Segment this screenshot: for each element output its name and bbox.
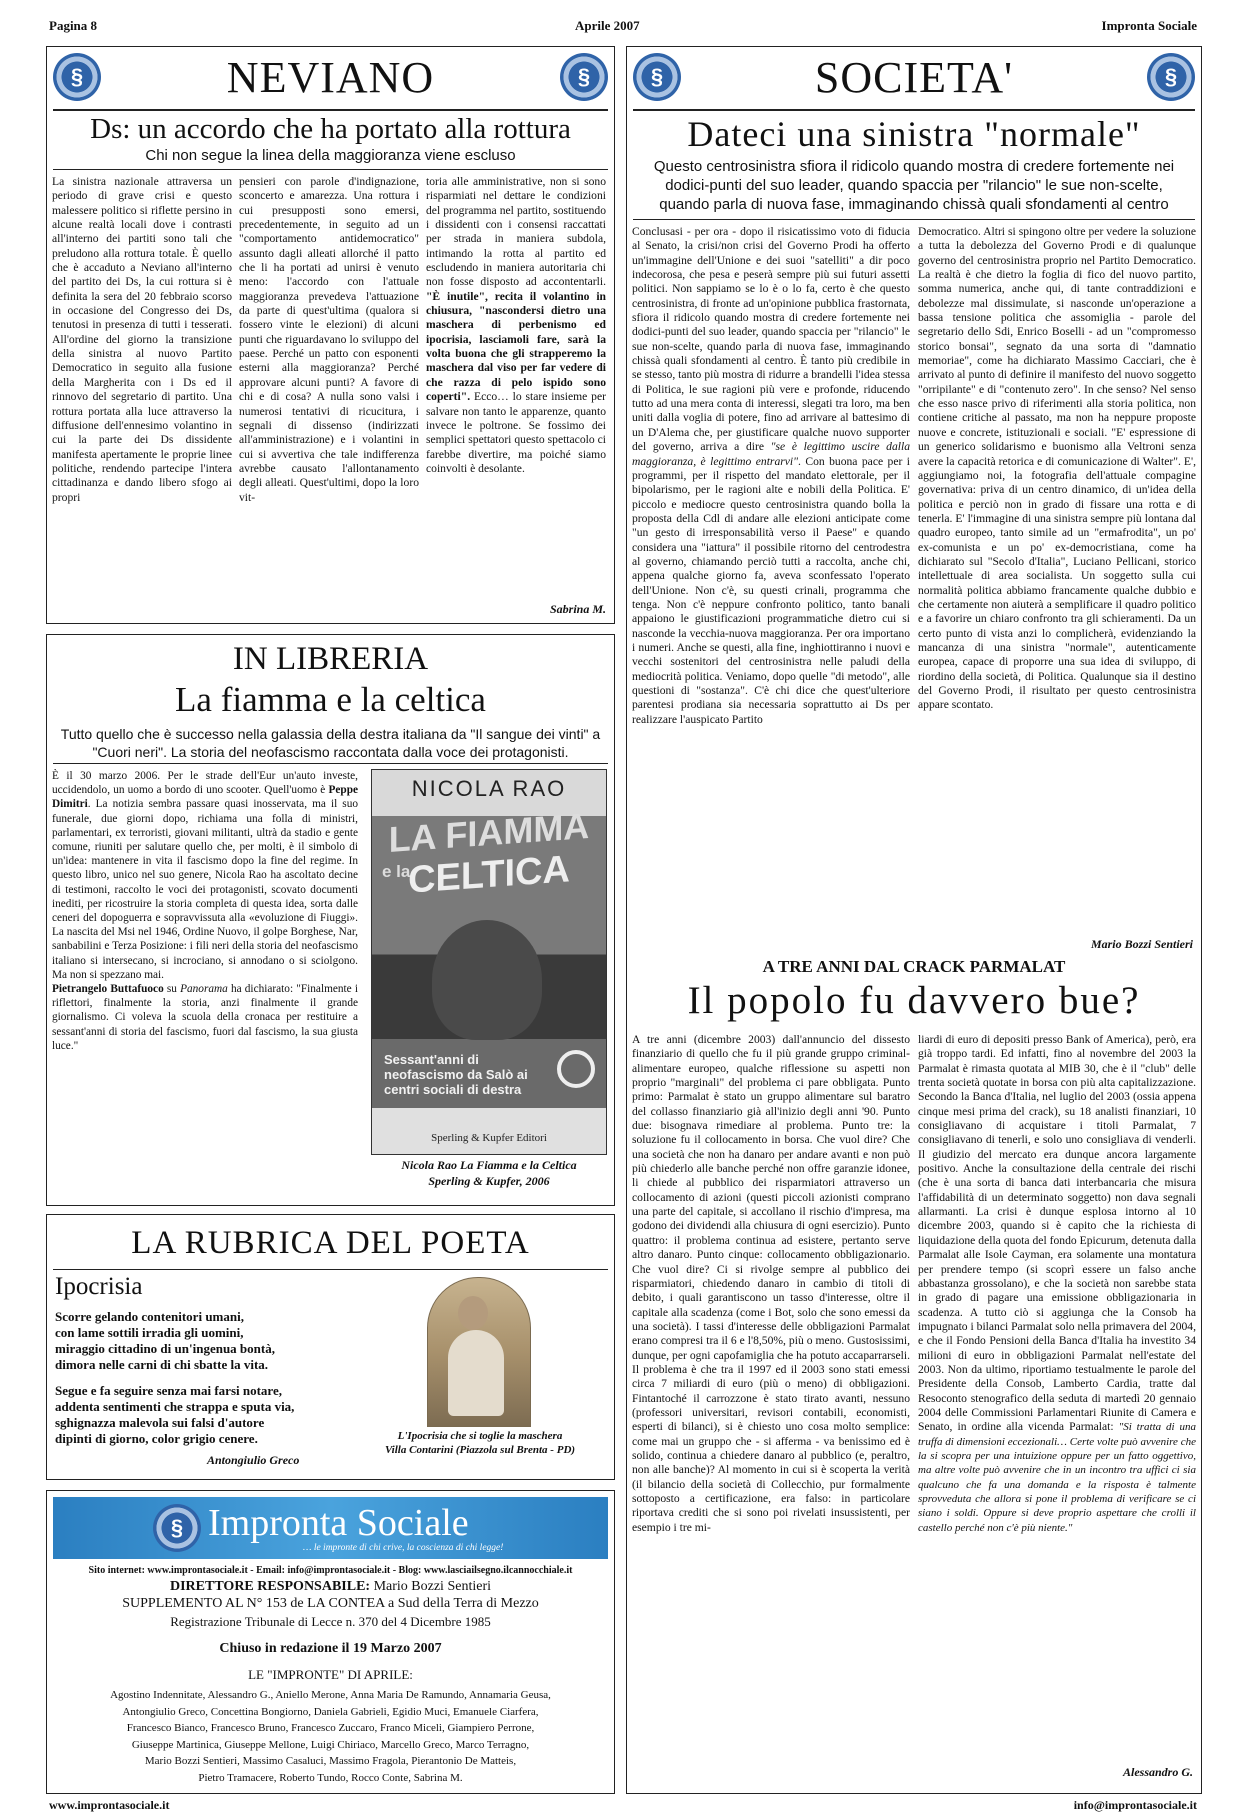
book-tagline: Sessant'anni di neofascismo da Salò ai centri sociali di destra — [384, 1052, 528, 1097]
page-number: Pagina 8 — [49, 18, 98, 33]
article-headline: La fiamma e la celtica — [175, 680, 486, 719]
portrait-illustration — [432, 920, 542, 1040]
article-subtitle: Tutto quello che è successo nella galassia della destra italiana da "Il sangue dei vinti" a "Cuori neri". La storia del neofascismo raccontata dalla voce dei protagonisti. — [60, 726, 601, 760]
masthead-banner — [53, 1497, 608, 1559]
article-column: toria alle amministrative, non si sono risparmiati nel dettare le condizioni del programma nel partito, sostituendo i dissidenti con i consensi raccattati per strada in maniera subdola, intimando la rotta al partito ed escludendo in maniera autoritaria chi non fosse disposto ad accontentarli. "È inutile", recita il volantino in chiusura, "nascondersi dietro una maschera di perbenismo ed ipocrisia, lasciamoli fare, sarà la volta buona che gli strapperemo la maschera dal viso per far vedere di che razza di pelo ispido sono coperti". Ecco… lo stare insieme per salvare non tanto le apparenze, quanto invece le poltrone. Se fossimo dei semplici spettatori questo spettacolo ci farebbe divertire, ma poiché siamo coinvolti è desolante. — [426, 175, 606, 475]
poeta-section — [46, 1214, 615, 1480]
supplement-line: SUPPLEMENTO AL N° 153 de LA CONTEA a Sud della Terra di Mezzo — [122, 1596, 539, 1611]
poem-title: Ipocrisia — [55, 1273, 143, 1300]
article-signature: Sabrina M. — [549, 602, 606, 616]
article-column: Conclusasi - per ora - dopo il risicatissimo voto di fiducia al Senato, la crisi/non crisi del Governo Prodi ha offerto un'immagine dell'Unione e dei suoi "satelliti" a dir poco indecorosa, che pesa e peserà sempre più sui futuri assetti politici. Non sappiamo se lo è o lo fa, certo è che questo centrosinistra, di fronte ad un'opinione pubblica frastornata, sfiora il ridicolo quando mostra di credere fortemente nei dodici-punti del suo leader, quando spaccia per "rilancio" le sue non-scelte, quando parla di nuova fase, immaginando chissà quali sfondamenti al centro. È tanto più credibile in se stesso, tanto più mostra di ridurre a brandelli l'idea stessa di Politica, le sue ragioni più vere e profonde, riducendo tutto ad una mera conta di interessi, slegati tra loro, ma ben uniti dalla voglia di potere, fino ad arrivare al battesimo di un D'Alema che, per giustificare qualche nuovo supporter del governo, arriva a dire "se è legittimo uscire dalla maggioranza, è legittimo entrarvi". Con buona pace per i programmi, per il rispetto del mandato elettorale, per il bipolarismo, per le ragioni alte e nobili della Politica. E' piccolo e mediocre questo centrosinistra quando bolla la proposta della Cdl di andare alle elezioni anticipate come "un gesto di irresponsabilità verso il Paese" e quando considera una "iattura" il possibile ritorno del centrodestra al governo, chiamando perciò tutti a raccolta, anche chi, appena qualche giorno fa, aveva sconfessato l'operato dell'Unione. Non c'è, su questi crinali, programma che tenga. Non c'è neppure confronto politico, tanto banali appaiono le giustificazioni programmatiche dietro cui si nasconde la vecchia-nuova maggioranza. Per ora importano i numeri. Anche se questi, alla fine, inghiottiranno i nuovi e vecchi sostenitori del centrosinistra nelle paludi della mediocrità politica. Veniamo, dopo quelle "di metodo", alle questioni di "sostanza". C'è chi dice che quest'ulteriore parentesi prodiana sia necessaria soprattutto ai Ds per realizzare l'auspicato Partito — [632, 225, 910, 726]
footer-website[interactable]: www.improntasociale.it — [49, 1798, 170, 1812]
book-review-text: È il 30 marzo 2006. Per le strade dell'Eur un'auto investe, uccidendolo, un uomo a bordo di uno scooter. Quell'uomo è Peppe Dimitri. La notizia sembra passare quasi inosservata, ma il suo funerale, due giorni dopo, richiama una folla di ministri, parlamentari, ex terroristi, giovani militanti, ultrà da stadio e gente comune, riuniti per salutare quello che, per molti, è il simbolo di un'idea: mantenere in vita il fascismo dopo la fine del regime. In questo libro, unico nel suo genere, Nicola Rao ha ascoltato decine di testimoni, raccolto le voci dei protagonisti, scovato documenti inediti, per ricostruire la storia completa di questa idea, sorta dalle ceneri del dopoguerra e sopravvissuta alla «evoluzione di Fiuggi». La nascita del Msi nel 1946, Ordine Nuovo, il golpe Borghese, Nar, sanbabilini e Terza Posizione: i fili neri della storia del neofascismo italiano si intersecano, si incrociano, si annodano o si sciolgono. Ma non si spezzano mai. Pietrangelo Buttafuoco su Panorama ha dichiarato: "Finalmente i riflettori, finalmente la storia, anzi finalmente il grande giornalismo. Ci voleva la scuola della cronaca per restituire a sessant'anni di storia del fascismo, fuori dal fascismo, la sua giusta luce." — [52, 770, 358, 1052]
director-line: DIRETTORE RESPONSABILE: Mario Bozzi Sentieri — [170, 1579, 491, 1594]
societa-section — [626, 46, 1202, 1794]
logo-icon: § — [1147, 53, 1195, 101]
article-headline: Il popolo fu davvero bue? — [687, 979, 1141, 1022]
poem-stanza: Scorre gelando contenitori umani, con lame sottili irradia gli uomini, miraggio cittadino di un'ingenua bontà, dimora nelle carni di chi sbatte la vita. — [55, 1309, 275, 1372]
book-publisher: Sperling & Kupfer Editori — [431, 1132, 547, 1144]
article-column: Democratico. Altri si spingono oltre per vedere la soluzione a tutta la debolezza del Governo Prodi e di qualunque governo del centrosinistra proprio nel Partito Democratico. La realtà è che dietro la foglia di fico del nuovo partito, somma numerica, anche qui, di tante contraddizioni e debolezze mal dissimulate, si nasconde un'operazione a bassa tensione politica che assomiglia - parole del segretario dello Sdi, Enrico Boselli - ad un "compromesso storico bonsai", segnato da una sorta di "damnatio memoriae", come ha dichiarato Massimo Cacciari, che è arrivato al punto di definire il manifesto del nuovo soggetto "orripilante" e di "contenuto zero". In che senso? Nel senso che esso nasce privo di riferimenti alla storia politica, non contiene critiche al passato, ma non ha neppure proposte nuove e concrete, istituzionali e sociali. "E' espressione di un generico solidarismo e buonismo alla Veltroni senza avere la capacità retorica e di comunicazione di Walter". E', aggiungiamo noi, la fotografia dell'attuale compagine governativa: priva di un centro dinamico, di un'idea della politica e perciò non in grado di fissare una rotta e di tenerla. E' l'immagine di una sinistra sempre più lontana dal quadro europeo, tanto simile ad un "ermafrodita", un po' ex-comunista e un po' ex-democristiana, come ha dichiarato sul "Secolo d'Italia", Luciano Pellicani, storico intellettuale di area socialista. Un soggetto sulla cui normalità politica abbiamo francamente qualche dubbio e che certamente non aiuterà a semplificare il quadro politico e a favorire un chiaro confronto tra gli schieramenti. Da un certo punto di vista anzi lo complicherà, evidenziando la mancanza di una sinistra "normale", autenticamente europea, capace di proporre una sua idea di sviluppo, di riordino della società, di Politica. Qualunque sia il destino del Governo Prodi, il risultato per questo centrosinistra appare scontato. — [918, 225, 1196, 712]
article-subtitle: Chi non segue la linea della maggioranza viene escluso — [145, 147, 516, 164]
article-headline: Dateci una sinistra "normale" — [687, 114, 1141, 154]
section-title: SOCIETA' — [814, 53, 1014, 102]
masthead-title: Impronta Sociale — [208, 1502, 469, 1544]
section-title: NEVIANO — [226, 53, 435, 102]
article-signature: Alessandro G. — [1122, 1765, 1193, 1779]
section-title: LA RUBRICA DEL POETA — [131, 1225, 530, 1261]
poem-author: Antongiulio Greco — [207, 1453, 300, 1467]
contributors-title: LE "IMPRONTE" DI APRILE: — [248, 1667, 413, 1682]
closing-date: Chiuso in redazione il 19 Marzo 2007 — [219, 1641, 442, 1656]
image-caption: Nicola Rao La Fiamma e la Celtica Sperling & Kupfer, 2006 — [401, 1158, 577, 1188]
image-caption: L'Ipocrisia che si toglie la maschera Villa Contarini (Piazzola sul Brenta - PD) — [384, 1430, 576, 1456]
article-headline: Ds: un accordo che ha portato alla rottura — [90, 113, 571, 145]
footer-email[interactable]: info@improntasociale.it — [1073, 1798, 1197, 1812]
book-cover-image — [371, 769, 607, 1155]
article-kicker: A TRE ANNI DAL CRACK PARMALAT — [762, 957, 1066, 976]
article-column: pensieri con parole d'indignazione, sconcerto e amarezza. Una rottura i cui presupposti sono emersi, precedentemente, in seguito ad un "comportamento antidemocratico" assunto dagli alleati allorché il patto che li ha portati ad unirsi è venuto meno: l'accordo con l'attuale maggioranza prevedeva l'attuazione da parte di quest'ultima (qualora si fossero vinte le elezioni) di alcuni punti che riguardavano lo sviluppo del paese. Perché un patto con esponenti esterni alla maggioranza? Perché approvare alcuni punti? A favore di chi e di cosa? A nulla sono valsi i numerosi tentativi di ricucitura, i segnali di dissenso (indirizzati all'amministrazione) e i volantini in cui si avvertiva che tale indifferenza avrebbe causato l'allontanamento degli alleati. Quest'ultimi, dopo la loro vit- — [239, 175, 419, 504]
publication-name: Impronta Sociale — [1101, 18, 1197, 33]
article-column: A tre anni (dicembre 2003) dall'annuncio del dissesto finanziario di quello che fu il più grande gruppo criminal-alimentare europeo, qualche riflessione su aspetti non proprio "marginali" del problema ci pare obbligata. Punto primo: Parmalat è stato un gruppo alimentare sul baratro del collasso finanziario già all'inizio degli anni '90. Punto due: bisognava rimediare al problema. Punto tre: la soluzione fu il collocamento in borsa. Che vuol dire? Che una società che non ha danaro per andare avanti e non può più chiederlo alle banche perché non offre garanzie idonee, li chiede al pubblico dei risparmiatori attraverso un collocamento di azioni (questi piccoli azionisti comprano una parte del capitale, si accollano il rischio d'impresa, ma godono dei dividendi alla chiusura di ogni esercizio). Punto quattro: il problema continua ad esistere, pertanto serve altro danaro. Punto cinque: collocamento obbligazionario. Che vuol dire? Ci si rivolge sempre al pubblico dei risparmiatori, chiedendo danaro in cambio di titoli di debito, i quali garantiscono un tasso d'interesse, oltre il capitale alla scadenza (come i Bot, solo che sono emessi da una società). I tassi d'interesse delle obbligazioni Parmalat erano compresi tra il 6 e l'8,50%, più o meno. Gustosissimi, dunque, per ogni capofamiglia che ha potuto accaparrarseli. Il problema è che tra il 1997 ed il 2003 sono stati emessi circa 7 miliardi di euro (più o meno) di obbligazioni. Fintantoché il carrozzone è stato tirato avanti, nessuno (professori universitari, revisori contabili, economisti, esperti di bilanci), si è chiesto uno cosa molto semplice: come mai un gruppo che - si afferma - va benissimo ed è solido, continua a chiedere danaro al pubblico (e, peraltro, non alle banche)? Al momento in cui si è scoperta la verità (il bilancio della società di Collecchio, pur formalmente sottoposto a certificazione, era falso: in particolare riportava crediti che si sono poi rivelati insussistenti, per esempio i tre mi- — [632, 1033, 910, 1534]
contact-line: Sito internet: www.improntasociale.it - Email: info@improntasociale.it - Blog: www.lasciailsegno.ilcannocchiale.it — [88, 1565, 573, 1576]
logo-icon: § — [53, 53, 101, 101]
book-title-2: CELTICA — [408, 848, 570, 902]
libreria-section — [46, 634, 615, 1206]
book-title-e: e la — [382, 862, 411, 881]
neviano-section — [46, 46, 615, 624]
logo-icon: § — [560, 53, 608, 101]
fresco-image — [427, 1277, 531, 1427]
masthead-box — [46, 1490, 615, 1794]
article-signature: Mario Bozzi Sentieri — [1090, 937, 1193, 951]
book-title-1: LA FIAMMA — [388, 804, 590, 861]
logo-icon: § — [153, 1504, 201, 1552]
article-column: La sinistra nazionale attraversa un periodo di grave crisi e questo malessere politico si riflette persino in alcune realtà locali dove i contrasti all'interno dei partiti sono tali che preludono alla rottura totale. È quello che è accaduto a Neviano all'interno del partito dei Ds, la cui rottura si è definita la sera del 20 febbraio scorso in occasione del Congresso dei Ds, tenutosi in presenza di tutti i tesserati. All'ordine del giorno la transizione della sinistra al nuovo Partito Democratico in seguito alla fusione della Margherita con i Ds ed il rinnovo del segretario di partito. Una rottura portata alla luce attraverso la diffusione dell'ennesimo volantino in cui la parte dei Ds dissidente manifesta apertamente le proprie linee politiche, rendendo partecipe l'intera cittadinanza e dando libero sfogo ai propri — [52, 175, 232, 504]
book-author: NICOLA RAO — [411, 776, 567, 801]
article-column: liardi di euro di depositi presso Bank of America), però, era già troppo tardi. Ed infatti, fino al novembre del 2003 la Parmalat è rimasta quotata al MIB 30, che è il "club" delle trenta società quotate in borsa con più alta capitalizzazione. Secondo la Banca d'Italia, nel luglio del 2003 (ossia appena cinque mesi prima del crack), su 18 analisti finanziari, 10 consigliavano di acquistare i titoli Parmalat, 7 consigliavano di tenerli, e solo uno consigliava di venderli. Il giudizio del mercato era dunque ancora largamente positivo. Anche la consultazione della centrale dei rischi (che è una sorta di banca dati interbancaria che misura l'affidabilità di un determinato soggetto) non dava segnali allarmanti. La crisi è dunque esplosa intorno al 10 dicembre 2003, quando si è capito che la richiesta di liquidazione della quota del fondo Epicurum, detenuta dalla Parmalat alle Isole Cayman, era solamente una montatura per prendere tempo (si scoprì essere un falso anche abbastanza grossolano), e che la società non sarebbe stata in grado di pagare una emissione obbligazionaria in scadenza. A tutto ciò si aggiunga che la Consob ha impugnato i bilanci Parmalat solo nella primavera del 2004, e che il Fondo Pensioni della Banca d'Italia ha investito 34 milioni di euro in obbligazioni Parmalat nell'estate del 2003. Non da ultimo, riportiamo testualmente le parole del Presidente della Consob, Lamberto Cardia, tratte dal Resoconto stenografico della seduta di martedì 20 gennaio 2004 delle Commissioni Parlamentari Riunite di Camera e Senato, in ordine alla vicenda Parmalat: "Si tratta di una truffa di dimensioni eccezionali… Certe volte può avvenire che la si scopra per una intuizione oppure per un fatto oggettivo, ma altre volte può avvenire che in un incontro tra uffici ci sia qualcuno che fa una domanda e la risposta è talmente sprovveduta che allora si pone il problema di verificare se ci siano i soldi. Oppure si deve proprio aspettare che crolli il castello perché non c'è più niente." — [918, 1033, 1196, 1534]
logo-icon: § — [633, 53, 681, 101]
poem-stanza: Segue e fa seguire senza mai farsi notare, addenta sentimenti che strappa e sputa via, sghignazza malevola sui falsi d'autore dipinti di giorno, color grigio cenere. — [55, 1383, 295, 1446]
issue-date: Aprile 2007 — [575, 18, 640, 33]
article-subtitle: Questo centrosinistra sfiora il ridicolo quando mostra di credere fortemente nei dodici-punti del suo leader, quando spaccia per "rilancio" le sue non-scelte, quando parla di nuova fase, immaginando chissà quali sfondamenti al centro — [653, 158, 1175, 213]
section-title: IN LIBRERIA — [232, 641, 429, 677]
masthead-tagline: … le impronte di chi crive, la coscienza di chi legge! — [303, 1543, 504, 1553]
registration-line: Registrazione Tribunale di Lecce n. 370 del 4 Dicembre 1985 — [170, 1614, 491, 1629]
contributors-list: Agostino Indennitate, Alessandro G., Aniello Merone, Anna Maria De Ramundo, Annamaria Geusa, Antongiulio Greco, Concettina Bongiorno, Daniela Gabrieli, Egidio Muci, Emanuele Ciarfera, Francesco Bianco, Francesco Bruno, Francesco Zuccaro, Franco Miceli, Giampiero Perrone, Giuseppe Martinica, Giuseppe Mellone, Luigi Chiriaco, Marcello Greco, Marco Terragno, Mario Bozzi Sentieri, Massimo Casaluci, Massimo Fragola, Pierantonio De Matteis, Pietro Tramacere, Roberto Tundo, Rocco Conte, Sabrina M. — [110, 1689, 551, 1784]
celtic-cross-icon — [557, 1050, 595, 1088]
